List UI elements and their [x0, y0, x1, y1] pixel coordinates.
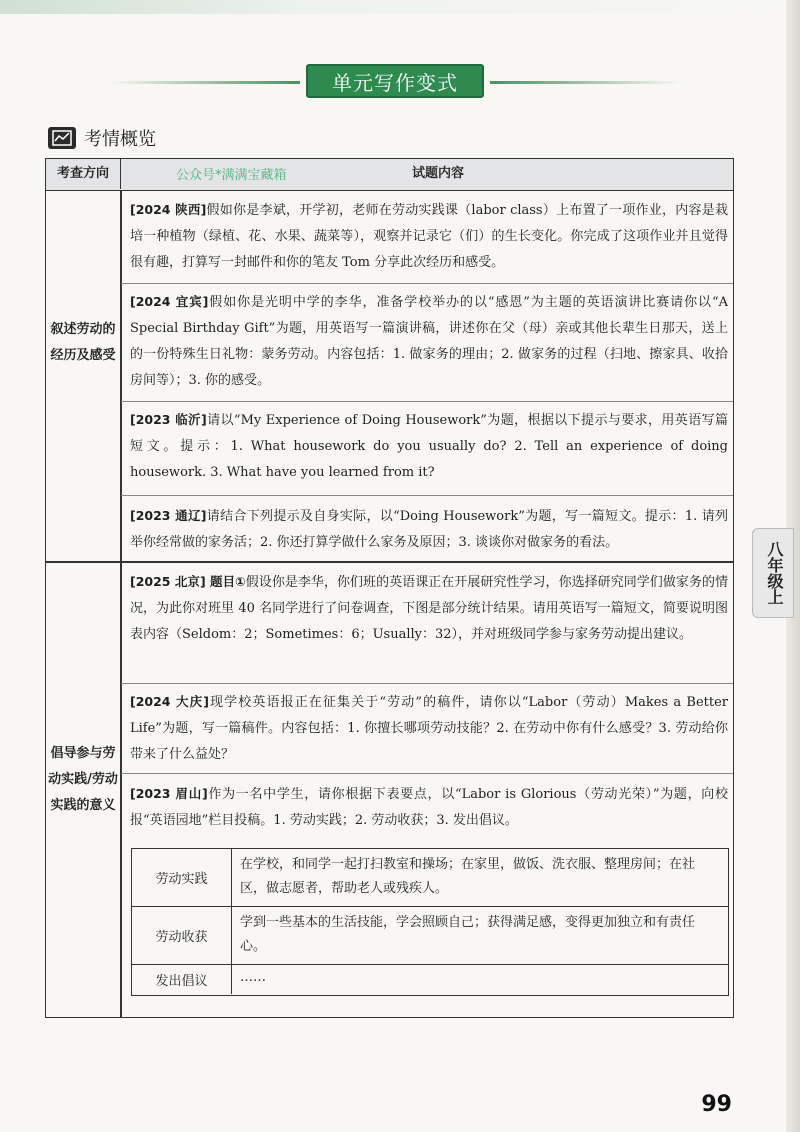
question-item [130, 197, 728, 276]
labor-row-value: …… [240, 970, 266, 985]
question-text: 假设你是李华，你们班的英语课正在开展研究性学习，你选择研究同学们做家务的情况，为此你对班里 40 名同学进行了问卷调查，下图是部分统计结果。请用英语写一篇短文，简要说明图表内容（Seldom：2；Sometimes：6；Usually：32），并对班级同学参与家务劳动提出建议。 [130, 575, 728, 642]
question-item [130, 289, 728, 394]
watermark-text: 公众号*满满宝藏箱 [176, 168, 287, 183]
question-text: 请结合下列提示及自身实际，以“Doing Housework”为题，写一篇短文。提示：1. 请列举你经常做的家务活；2. 你还打算学做什么家务及原因；3. 谈谈你对做家务的看法。 [130, 509, 728, 550]
labor-row-label: 劳动收获 [132, 907, 232, 964]
question-source: [2024 大庆] [130, 694, 209, 709]
category-label: 倡导参与劳动实践/劳动实践的意义 [48, 746, 118, 813]
question-text: 作为一名中学生，请你根据下表要点，以“Labor is Glorious（劳动光荣）”为题，向校报“英语园地”栏目投稿。1. 劳动实践；2. 劳动收获；3. 发出倡议。 [130, 787, 728, 828]
page-top-strip [0, 0, 800, 14]
labor-row-value: 在学校，和同学一起打扫教室和操场；在家里，做饭、洗衣服、整理房间；在社区，做志愿者，帮助老人或残疾人。 [240, 857, 696, 896]
category-label: 叙述劳动的经历及感受 [50, 322, 116, 363]
question-item [130, 407, 728, 486]
question-source: [2023 临沂] [130, 412, 207, 427]
question-source: [2024 陕西] [130, 202, 207, 217]
header-content: 试题内容 [412, 166, 465, 181]
overview-icon [48, 127, 76, 149]
banner-line-right [490, 81, 680, 84]
exam-overview-table [45, 158, 734, 1018]
question-text: 现学校英语报正在征集关于“劳动”的稿件，请你以“Labor（劳动）Makes a Better Life”为题，写一篇稿件。内容包括：1. 你擅长哪项劳动技能？2. 在劳动中你有什么感受？3. 劳动给你带来了什么益处？ [130, 695, 728, 762]
item-divider [121, 283, 733, 284]
page-number: 99 [701, 1092, 732, 1117]
labor-points-table [131, 848, 729, 996]
section-header [48, 126, 156, 150]
labor-row [132, 849, 728, 907]
section-title: 考情概览 [84, 129, 156, 150]
question-source: [2023 通辽] [130, 508, 207, 523]
labor-row-label: 劳动实践 [132, 849, 232, 906]
question-item [130, 781, 728, 834]
question-source: [2023 眉山] [130, 786, 208, 801]
question-text: 请以“My Experience of Doing Housework”为题，根据以下提示与要求，用英语写篇短文。提示：1. What housework do you usually do? 2. Tell an experience of doing housework. 3. What have you learned from it? [130, 413, 728, 480]
category-divider [46, 561, 733, 563]
question-text: 假如你是李斌，开学初，老师在劳动实践课（labor class）上布置了一项作业，内容是栽培一种植物（绿植、花、水果、蔬菜等），观察并记录它（们）的生长变化。你完成了这项作业并且觉得很有趣，打算写一封邮件和你的笔友 Tom 分享此次经历和感受。 [130, 203, 729, 270]
banner-title: 单元写作变式 [306, 64, 484, 98]
item-divider [121, 495, 733, 496]
column-divider [120, 191, 122, 1017]
grade-side-tab: 八年级上 [752, 528, 794, 618]
question-source: [2024 宜宾] [130, 294, 209, 309]
header-direction: 考查方向 [46, 159, 121, 189]
question-source: [2025 北京] 题目① [130, 574, 246, 589]
question-item [130, 503, 728, 556]
item-divider [121, 773, 733, 774]
question-text: 假如你是光明中学的李华，准备学校举办的以“感恩”为主题的英语演讲比赛请你以“A Special Birthday Gift”为题，用英语写一篇演讲稿，讲述你在父（母）亲或其他长辈生日那天，送上的一份特殊生日礼物：蒙务劳动。内容包括：1. 做家务的理由；2. 做家务的过程（扫地、擦家具、收拾房间等）；3. 你的感受。 [130, 295, 728, 388]
question-item [130, 689, 728, 768]
item-divider [121, 401, 733, 402]
item-divider [121, 683, 733, 684]
table-header [46, 159, 733, 191]
labor-row-value: 学到一些基本的生活技能，学会照顾自己；获得满足感，变得更加独立和有责任心。 [240, 915, 696, 954]
unit-banner [110, 62, 680, 102]
labor-row [132, 907, 728, 965]
question-item [130, 569, 728, 648]
banner-line-left [110, 81, 300, 84]
labor-row [132, 965, 728, 994]
labor-row-label: 发出倡议 [132, 965, 232, 994]
